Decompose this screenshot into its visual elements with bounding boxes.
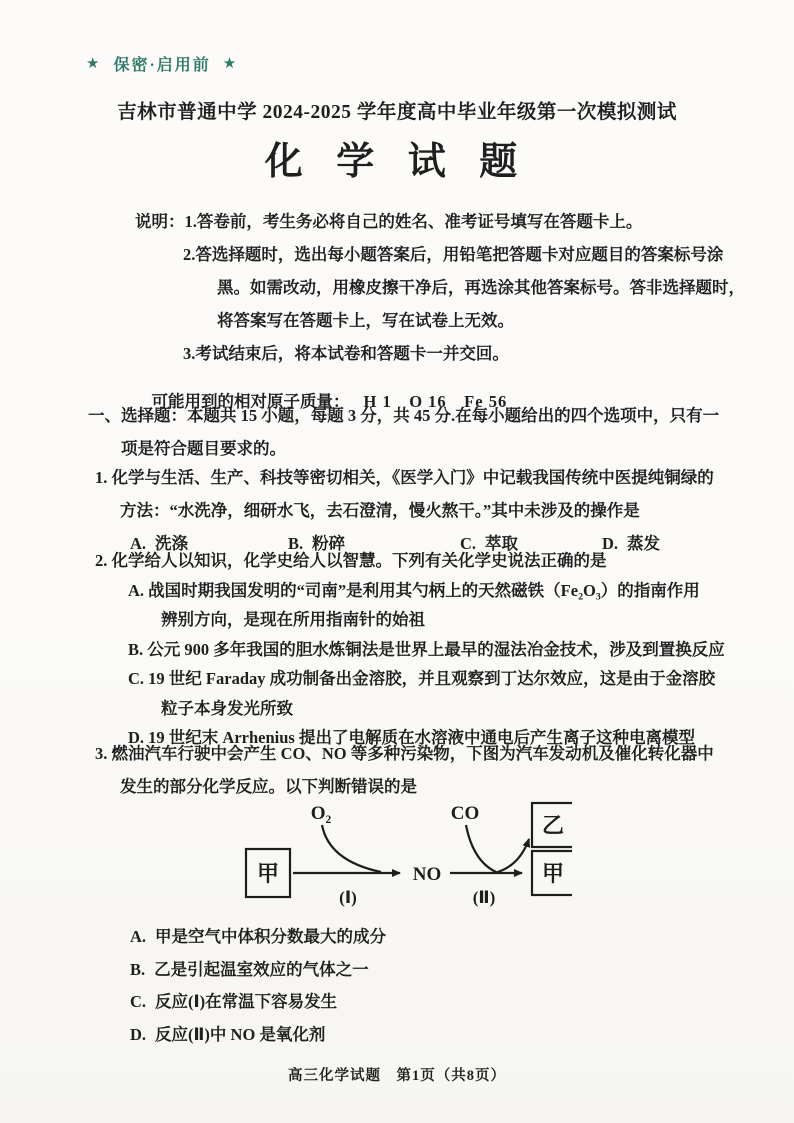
- o2-input-arrow: [322, 825, 381, 872]
- instructions-block: [135, 205, 745, 370]
- product-label-top: 乙: [541, 813, 565, 838]
- option-label: D.: [602, 534, 619, 553]
- instruction-item-2-cont: 将答案写在答题卡上，写在试卷上无效。: [217, 311, 514, 330]
- star-icon: ★: [86, 56, 102, 72]
- no-label: NO: [412, 864, 442, 885]
- question-2-option-c-cont: 粒子本身发光所致: [161, 698, 293, 718]
- reaction-diagram: [236, 793, 572, 911]
- question-2-option-a: A. 战国时期我国发明的“司南”是利用其勺柄上的天然磁铁（Fe₂O₃）的指南作用: [128, 580, 700, 600]
- section-heading: [88, 399, 728, 465]
- section-heading-line2: 项是符合题目要求的。: [121, 439, 286, 458]
- option-text: 粉碎: [312, 534, 346, 553]
- question-3-line2: 发生的部分化学反应。以下判断错误的是: [120, 777, 417, 796]
- option-c: [130, 986, 386, 1019]
- question-2-option-b: B. 公元 900 多年我国的胆水炼铜法是世界上最早的湿法冶金技术，涉及到置换反应: [128, 639, 725, 659]
- reaction-diagram-svg: [236, 793, 572, 911]
- page-title: 化 学 试 题: [264, 141, 530, 183]
- page-footer: 高三化学试题 第1页（共8页）: [288, 1068, 506, 1084]
- atomic-masses-label: 可能用到的相对原子质量：: [151, 392, 350, 411]
- instructions-label: 说明：: [135, 212, 185, 231]
- instruction-item-2: 2.答选择题时，选出每小题答案后，用铅笔把答题卡对应题目的答案标号涂: [183, 245, 724, 264]
- reaction1-label: (Ⅰ): [339, 888, 357, 907]
- option-label: A.: [130, 927, 147, 946]
- option-text: 萃取: [485, 534, 519, 553]
- question-3-options: [130, 921, 386, 1051]
- option-label: B.: [288, 534, 304, 553]
- question-2-option-a-cont: 辨别方向，是现在所用指南针的始祖: [161, 610, 425, 629]
- product-label-bottom: 甲: [541, 861, 565, 886]
- question-1-line2: 方法：“水洗净，细研水飞，去石澄清，慢火熬干。”其中未涉及的操作是: [120, 501, 640, 520]
- security-notice-text: 保密·启用前: [113, 57, 211, 74]
- question-2-option-c: C. 19 世纪 Faraday 成功制备出金溶胶，并且观察到丁达尔效应，这是由于金溶胶: [128, 669, 716, 688]
- option-a: [130, 921, 386, 954]
- question-2: [95, 546, 745, 753]
- question-2-option-d: D. 19 世纪末 Arrhenius 提出了电解质在水溶液中通电后产生离子这种电离模型: [128, 728, 695, 747]
- co-input-arrow: [466, 825, 496, 872]
- option-label: B.: [130, 959, 146, 979]
- option-b: [130, 954, 386, 987]
- star-icon: ★: [222, 56, 239, 72]
- question-2-stem: 2. 化学给人以知识，化学史给人以智慧。下列有关化学史说法正确的是: [95, 551, 607, 570]
- question-1-line1: 1. 化学与生活、生产、科技等密切相关，《医学入门》中记载我国传统中医提纯铜绿的: [95, 468, 714, 487]
- product-top-arrow: [494, 839, 529, 873]
- school-header-line: 吉林市普通中学 2024-2025 学年度高中毕业年级第一次模拟测试: [117, 102, 677, 123]
- option-text: 甲是空气中体积分数最大的成分: [155, 927, 387, 946]
- o2-label: O₂: [310, 803, 332, 824]
- option-text: 反应(Ⅱ)中 NO 是氧化剂: [155, 1024, 326, 1044]
- option-label: D.: [130, 1024, 147, 1044]
- option-label: A.: [130, 534, 147, 553]
- instruction-line: [135, 205, 735, 238]
- option-text: 蒸发: [627, 534, 661, 553]
- atomic-masses-values: H 1 O 16 Fe 56: [363, 392, 508, 411]
- instruction-item-3: 3.考试结束后，将本试卷和答题卡一并交回。: [183, 344, 509, 363]
- option-text: 洗涤: [155, 534, 189, 553]
- instruction-item-1: 1.答卷前，考生务必将自己的姓名、准考证号填写在答题卡上。: [184, 212, 643, 231]
- option-label: C.: [130, 992, 147, 1011]
- security-notice: [86, 52, 238, 75]
- option-text: 反应(Ⅰ)在常温下容易发生: [155, 992, 338, 1011]
- option-label: C.: [460, 534, 477, 553]
- option-d: [130, 1019, 386, 1052]
- reaction2-label: (Ⅱ): [472, 888, 496, 907]
- question-3-line1: 3. 燃油汽车行驶中会产生 CO、NO 等多种污染物，下图为汽车发动机及催化转化器中: [95, 744, 714, 763]
- reactant-label-left: 甲: [256, 861, 280, 886]
- instruction-item-2-cont: 黑。如需改动，用橡皮擦干净后，再选涂其他答案标号。答非选择题时，: [217, 278, 745, 297]
- section-heading-line1: 一、选择题：本题共 15 小题，每题 3 分，共 45 分.在每小题给出的四个选项中，只有一: [88, 406, 720, 425]
- option-text: 乙是引起温室效应的气体之一: [154, 959, 369, 979]
- co-label: CO: [450, 803, 480, 824]
